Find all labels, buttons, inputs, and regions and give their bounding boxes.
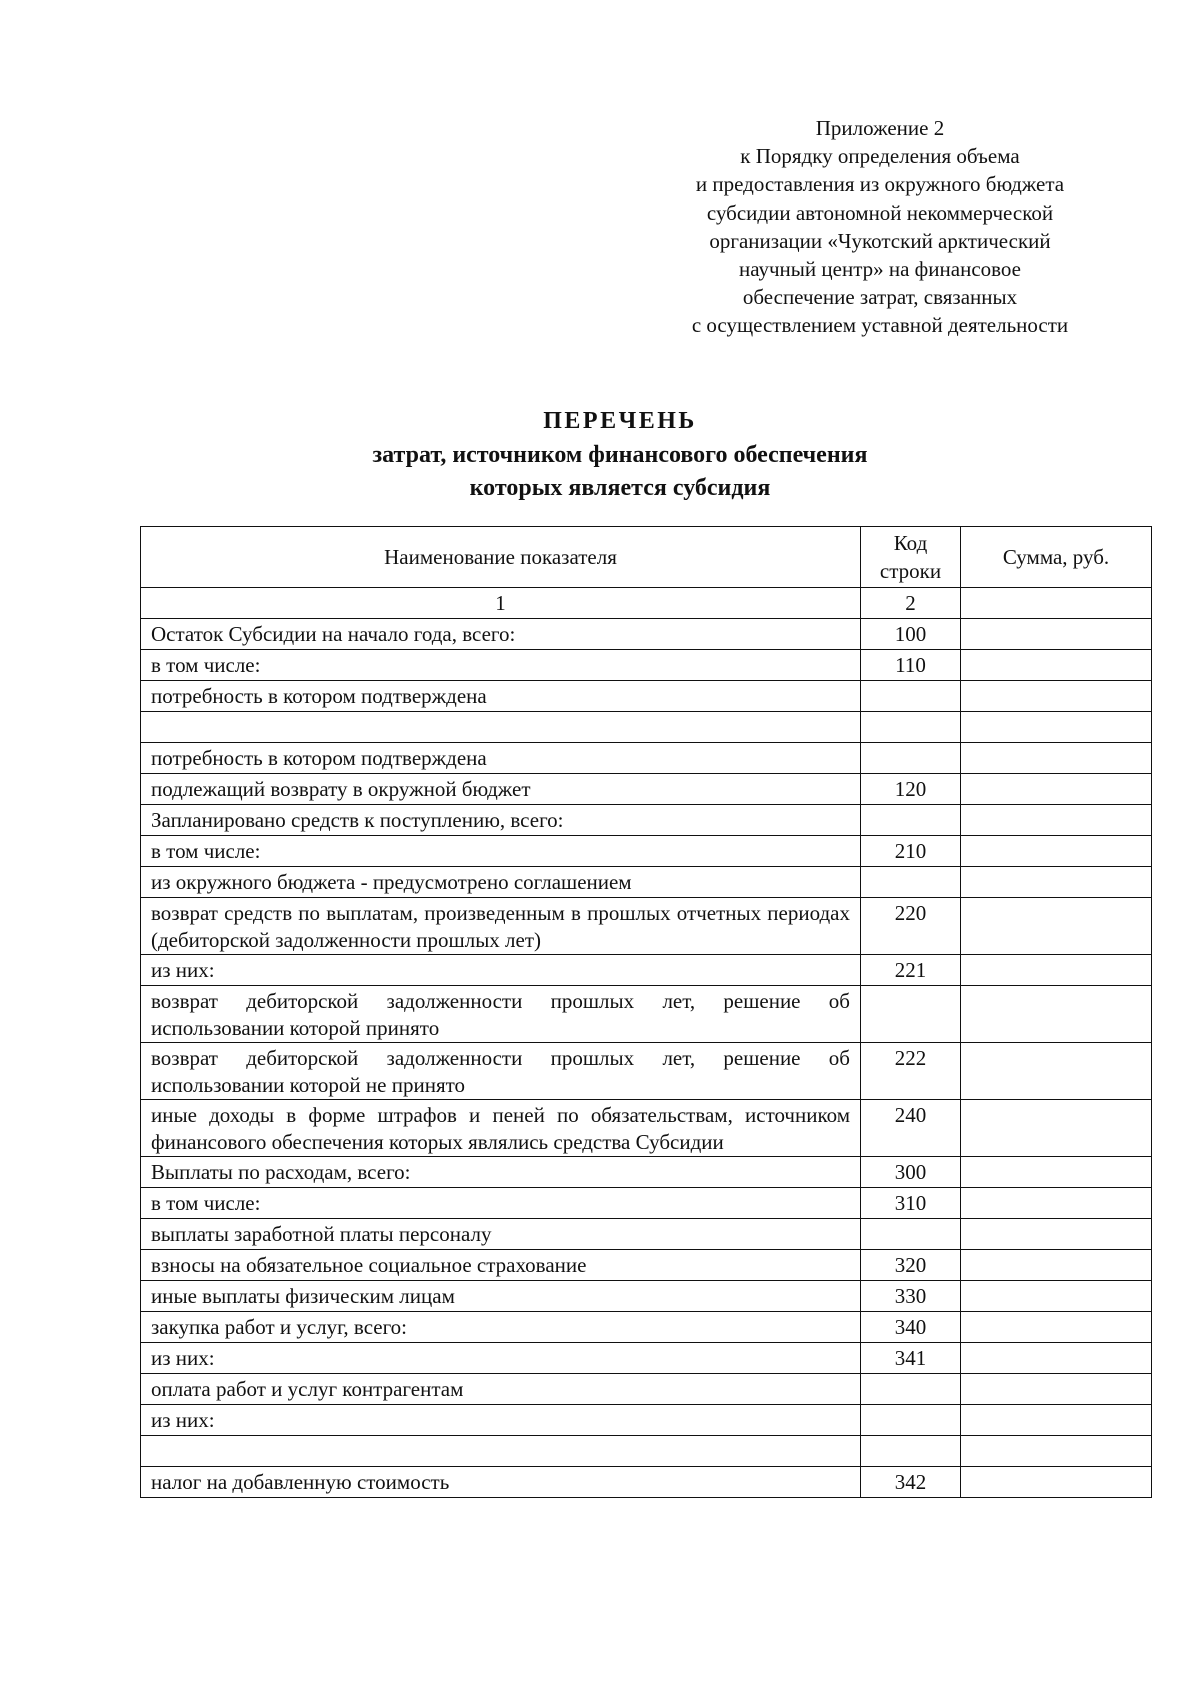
row-sum: [961, 867, 1152, 898]
column-number-row: [141, 588, 1152, 619]
table-row: [141, 867, 1152, 898]
row-sum: [961, 1188, 1152, 1219]
table-row: [141, 1219, 1152, 1250]
table-row: [141, 619, 1152, 650]
table-row: [141, 836, 1152, 867]
table-row: [141, 955, 1152, 986]
row-code: [861, 712, 961, 743]
table-row: [141, 681, 1152, 712]
column-number-sum: [961, 588, 1152, 619]
row-sum: [961, 1100, 1152, 1157]
row-code: [861, 805, 961, 836]
row-sum: [961, 955, 1152, 986]
annex-line: Приложение 2: [815, 116, 945, 140]
row-name: выплаты заработной платы персоналу: [141, 1219, 861, 1250]
row-name: возврат средств по выплатам, произведенным в прошлых отчетных периодах (дебиторской задолженности прошлых лет): [141, 898, 861, 955]
title-line-2: затрат, источником финансового обеспечения: [372, 442, 868, 468]
row-sum: [961, 1312, 1152, 1343]
annex-line: с осуществлением уставной деятельности: [691, 313, 1069, 338]
row-sum: [961, 1467, 1152, 1498]
row-name: в том числе:: [141, 836, 861, 867]
annex-line: субсидии автономной некоммерческой: [706, 200, 1054, 225]
row-code: [861, 1374, 961, 1405]
row-name: [141, 1436, 861, 1467]
table-row: [141, 1436, 1152, 1467]
row-name: из них:: [141, 1343, 861, 1374]
row-sum: [961, 774, 1152, 805]
title-line-3: которых является субсидия: [469, 475, 771, 501]
row-code: 100: [861, 619, 961, 650]
row-sum: [961, 1219, 1152, 1250]
row-sum: [961, 712, 1152, 743]
row-name: Остаток Субсидии на начало года, всего:: [141, 619, 861, 650]
row-code: 320: [861, 1250, 961, 1281]
row-name: оплата работ и услуг контрагентам: [141, 1374, 861, 1405]
row-name: в том числе:: [141, 1188, 861, 1219]
row-name: возврат дебиторской задолженности прошлых лет, решение об использовании которой принято: [141, 986, 861, 1043]
annex-line: к Порядку определения объема: [740, 144, 1020, 169]
row-name: из них:: [141, 955, 861, 986]
table-row: [141, 1043, 1152, 1100]
row-name: закупка работ и услуг, всего:: [141, 1312, 861, 1343]
annex-line: организации «Чукотский арктический: [709, 228, 1051, 253]
table-row: [141, 743, 1152, 774]
row-name: Запланировано средств к поступлению, всего:: [141, 805, 861, 836]
table-row: [141, 898, 1152, 955]
row-name: налог на добавленную стоимость: [141, 1467, 861, 1498]
row-name: подлежащий возврату в окружной бюджет: [141, 774, 861, 805]
row-sum: [961, 805, 1152, 836]
row-code: [861, 1219, 961, 1250]
table-row: [141, 1188, 1152, 1219]
table-row: [141, 1312, 1152, 1343]
row-name: возврат дебиторской задолженности прошлых лет, решение об использовании которой не принято: [141, 1043, 861, 1100]
row-sum: [961, 1043, 1152, 1100]
table-row: [141, 1467, 1152, 1498]
row-code: [861, 681, 961, 712]
row-code: 330: [861, 1281, 961, 1312]
row-code: 210: [861, 836, 961, 867]
table-row: [141, 650, 1152, 681]
table-row: [141, 1157, 1152, 1188]
row-code: [861, 1436, 961, 1467]
row-code: 340: [861, 1312, 961, 1343]
row-name: из них:: [141, 1405, 861, 1436]
row-sum: [961, 836, 1152, 867]
table-row: [141, 1405, 1152, 1436]
row-sum: [961, 1405, 1152, 1436]
header-name: Наименование показателя: [141, 527, 861, 588]
row-code: 341: [861, 1343, 961, 1374]
row-name: [141, 712, 861, 743]
row-code: [861, 743, 961, 774]
row-sum: [961, 1250, 1152, 1281]
header-code: Код строки: [861, 527, 961, 588]
row-code: [861, 1405, 961, 1436]
column-number-code: 2: [861, 588, 961, 619]
row-name: Выплаты по расходам, всего:: [141, 1157, 861, 1188]
table-row: [141, 1374, 1152, 1405]
row-code: 300: [861, 1157, 961, 1188]
row-name: иные доходы в форме штрафов и пеней по обязательствам, источником финансового обеспечения которых являлись средства Субсидии: [141, 1100, 861, 1157]
row-name: иные выплаты физическим лицам: [141, 1281, 861, 1312]
table-row: [141, 1343, 1152, 1374]
row-code: 221: [861, 955, 961, 986]
title-main: ПЕРЕЧЕНЬ: [543, 408, 697, 434]
table-row: [141, 774, 1152, 805]
row-code: 222: [861, 1043, 961, 1100]
cost-table: [140, 526, 1152, 1498]
row-name: потребность в котором подтверждена: [141, 681, 861, 712]
row-code: [861, 986, 961, 1043]
row-code: [861, 867, 961, 898]
row-code: 110: [861, 650, 961, 681]
row-sum: [961, 743, 1152, 774]
table-row: [141, 1281, 1152, 1312]
annex-line: и предоставления из окружного бюджета: [695, 172, 1065, 197]
annex-header: [620, 114, 1140, 340]
row-name: из окружного бюджета - предусмотрено соглашением: [141, 867, 861, 898]
document-title: [140, 403, 1100, 505]
row-sum: [961, 986, 1152, 1043]
table-row: [141, 986, 1152, 1043]
header-sum: Сумма, руб.: [961, 527, 1152, 588]
annex-line: научный центр» на финансовое: [739, 257, 1021, 282]
row-name: потребность в котором подтверждена: [141, 743, 861, 774]
row-code: 310: [861, 1188, 961, 1219]
row-sum: [961, 1374, 1152, 1405]
table-row: [141, 1100, 1152, 1157]
table-row: [141, 712, 1152, 743]
row-sum: [961, 1157, 1152, 1188]
column-number-name: 1: [141, 588, 861, 619]
row-sum: [961, 681, 1152, 712]
table-header-row: [141, 527, 1152, 588]
row-name: в том числе:: [141, 650, 861, 681]
annex-line: обеспечение затрат, связанных: [742, 285, 1018, 310]
row-sum: [961, 650, 1152, 681]
table-row: [141, 805, 1152, 836]
row-sum: [961, 619, 1152, 650]
table-row: [141, 1250, 1152, 1281]
row-code: 120: [861, 774, 961, 805]
row-code: 342: [861, 1467, 961, 1498]
row-sum: [961, 1343, 1152, 1374]
row-code: 240: [861, 1100, 961, 1157]
row-code: 220: [861, 898, 961, 955]
row-sum: [961, 1436, 1152, 1467]
row-sum: [961, 898, 1152, 955]
row-name: взносы на обязательное социальное страхование: [141, 1250, 861, 1281]
row-sum: [961, 1281, 1152, 1312]
